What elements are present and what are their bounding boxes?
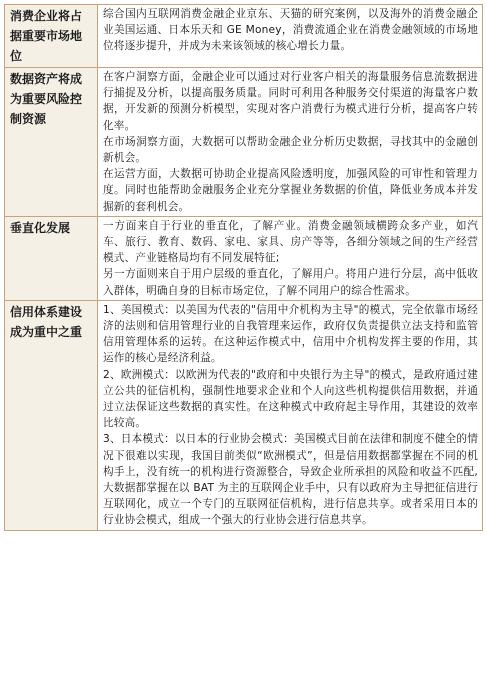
paragraph: 在客户洞察方面，金融企业可以通过对行业客户相关的海量服务信息流数据进行捕捉及分析，以提高服务质量。同时可利用各种服务交付渠道的海量客户数据，开发新的预测分析模型，实现对客户消费行为模式进行分析，提高客户转化率。 xyxy=(103,71,478,132)
paragraph: 1、美国模式：以美国为代表的"信用中介机构为主导"的模式，完全依靠市场经济的法则和信用管理行业的自我管理来运作，政府仅负责提供立法支持和监管信用管理体系的运转。在这种运作模式中，信用中介机构发挥主要的作用，其运作的核心是经济利益。 xyxy=(103,303,478,365)
paragraph: 在运营方面，大数据可协助企业提高风险透明度，加强风险的可审性和管理力度。同时也能帮助金融服务企业充分掌握业务数据的价值，降低业务成本并发掘新的套利机会。 xyxy=(103,168,478,213)
table-row xyxy=(5,5,483,68)
paragraph: 另一方面则来自于用户层级的垂直化，了解用户。将用户进行分层，高中低收入群体，明确自身的目标市场定位，了解不同用户的综合性需求。 xyxy=(103,268,478,297)
row-content xyxy=(98,216,483,300)
paragraph: 一方面来自于行业的垂直化，了解产业。消费金融领域横跨众多产业，如汽车、旅行、教育、数码、家电、家具、房产等等，各细分领域之间的生产经营模式、产业链格局均有不同发展特征; xyxy=(103,219,478,265)
paragraph: 2、欧洲模式：以欧洲为代表的"政府和中央银行为主导"的模式，是政府通过建立公共的征信机构，强制性地要求企业和个人向这些机构提供信用数据，并通过立法保证这些数据的真实性。在这种模式中政府起主导作用，其建设的效率比较高。 xyxy=(103,368,478,430)
row-content xyxy=(98,5,483,68)
paragraph: 3、日本模式：以日本的行业协会模式：美国模式目前在法律和制度不健全的情况下很难以实现，我国目前类似“欧洲模式”，但是信用数据都掌握在不同的机构手上，没有统一的机构进行资源整合，导致企业所承担的风险和收益不匹配,大数据都掌握在以 BAT 为主的互联网企业手中，只有以政府为主导把征信进行互联网化，成立一个专门的互联网征信机构，进行信息共享。或者采用日本的行业协会模式，组成一个强大的行业协会进行信息共享。 xyxy=(103,433,478,527)
content-table xyxy=(4,4,483,531)
row-label: 信用体系建设成为重中之重 xyxy=(5,300,98,530)
row-label: 消费企业将占据重要市场地位 xyxy=(5,5,98,68)
paragraph: 在市场洞察方面，大数据可以帮助金融企业分析历史数据，寻找其中的金融创新机会。 xyxy=(103,135,478,165)
table-row xyxy=(5,68,483,217)
table-row xyxy=(5,216,483,300)
table-row xyxy=(5,300,483,530)
row-label: 垂直化发展 xyxy=(5,216,98,300)
row-label: 数据资产将成为重要风险控制资源 xyxy=(5,68,98,217)
row-content xyxy=(98,68,483,217)
paragraph: 综合国内互联网消费金融企业京东、天猫的研究案例，以及海外的消费金融企业美国运通、日本乐天和 GE Money，消费流通企业在消费金融领域的市场地位将逐步提升，并成为未来该领域的核心增长力量。 xyxy=(103,8,478,53)
row-content xyxy=(98,300,483,530)
